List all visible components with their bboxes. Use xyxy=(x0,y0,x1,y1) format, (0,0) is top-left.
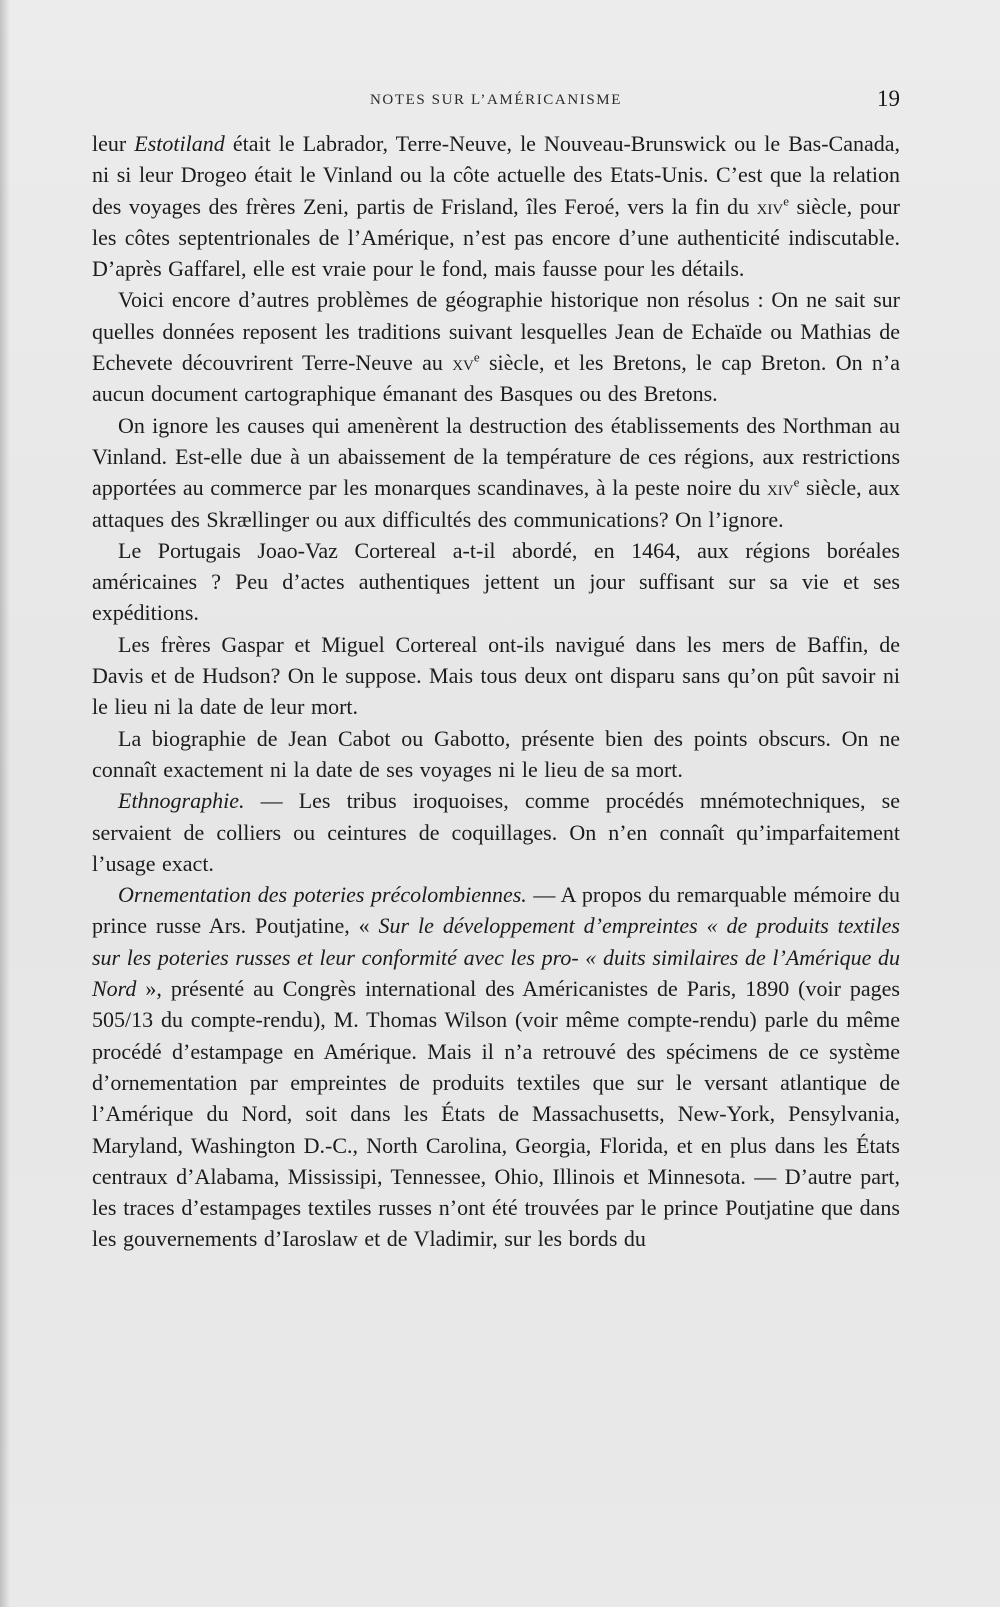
text-run: siècle, aux attaques des Skrællinger ou aux difficultés des communications? On l’ignore. xyxy=(92,475,900,532)
century-numeral: xiv xyxy=(766,475,794,501)
text-run: — A propos du remarquable mémoire du prince russe Ars. Poutjatine, « xyxy=(92,882,900,939)
text-run: La biographie de Jean Cabot ou Gabotto, présente bien des points obscurs. On ne connaît exactement ni la date de ses voyages ni le lieu de sa mort. xyxy=(92,725,900,782)
text-run: — Les tribus iroquoises, comme procédés mnémotechniques, se servaient de colliers ou ceintures de coquillages. On n’en connaît qu’imparfaitement l’usage exact. xyxy=(92,788,900,876)
paragraph xyxy=(92,629,900,723)
text-run: était le Labrador, Terre-Neuve, le Nouveau-Brunswick ou le Bas-Canada, ni si leur Drogeo était le Vinland ou la côte actuelle des Etats-Unis. C’est que la relation des voyages des frères Zeni, partis de Frisland, îles Feroé, vers la fin du xyxy=(92,131,901,219)
superscript: e xyxy=(793,474,800,490)
paragraph xyxy=(92,879,900,1255)
century-numeral: xiv xyxy=(756,193,784,219)
text-run: Voici encore d’autres problèmes de géographie historique non résolus : On ne sait sur quelles données reposent les traditions suivant lesquelles Jean de Echaïde ou Mathias de Echevete découvrirent Terre-Neuve au xyxy=(92,287,900,376)
superscript: e xyxy=(473,349,480,365)
italic-text: Ornementation des poteries précolombiennes. xyxy=(118,882,527,908)
text-run: siècle, pour les côtes septentrionales de l’Amérique, n’est pas encore d’une authenticité indiscutable. D’après Gaffarel, elle est vraie pour le fond, mais fausse pour les détails. xyxy=(92,193,901,282)
text-run: leur xyxy=(92,131,135,156)
paragraph xyxy=(92,284,900,409)
century-numeral: xv xyxy=(452,350,474,376)
paragraph xyxy=(92,410,900,535)
page-header xyxy=(92,88,900,118)
paragraph xyxy=(92,723,900,786)
text-run: On ignore les causes qui amenèrent la destruction des établissements des Northman au Vinland. Est-elle due à un abaissement de la température de ces régions, aux restrictions apportées au commerce par les monarques scandinaves, à la peste noire du xyxy=(92,412,900,501)
page-number: 19 xyxy=(877,86,900,111)
text-run: Le Portugais Joao-Vaz Cortereal a-t-il abordé, en 1464, aux régions boréales américaines ? Peu d’actes authentiques jettent un jour suffisant sur sa vie et ses expéditions. xyxy=(92,537,900,626)
italic-text: Estotiland xyxy=(134,131,225,156)
text-run: Les frères Gaspar et Miguel Cortereal ont-ils navigué dans les mers de Baffin, de Davis et de Hudson? On le suppose. Mais tous deux ont disparu sans qu’on pût savoir ni le lieu ni la date de leur mort. xyxy=(92,631,900,720)
text-run: siècle, et les Bretons, le cap Breton. On n’a aucun document cartographique émanant des Basques ou des Bretons. xyxy=(92,350,900,407)
italic-text: Sur le développement d’empreintes « de produits textiles sur les poteries russes et leur conformité avec les pro- « duits similaires de l’Amérique du Nord xyxy=(92,913,900,1002)
paragraph xyxy=(92,128,900,284)
running-title: NOTES SUR L’AMÉRICANISME xyxy=(369,92,623,108)
body-text xyxy=(92,128,900,1255)
paragraph xyxy=(92,785,900,879)
italic-text: Ethnographie. xyxy=(118,788,245,814)
paragraph xyxy=(92,535,900,629)
superscript: e xyxy=(783,193,790,209)
text-run: », présenté au Congrès international des Américanistes de Paris, 1890 (voir pages 505/13 du compte-rendu), M. Thomas Wilson (voir même compte-rendu) parle du même procédé d’estampage en Amérique. Mais il n’a retrouvé des spécimens de ce système d’ornementation par empreintes de produits textiles que sur le versant atlantique de l’Amérique du Nord, soit dans les États de Massachusetts, New-York, Pensylvania, Maryland, Washington D.-C., North Carolina, Georgia, Florida, et en plus dans les États centraux d’Alabama, Mississipi, Tennessee, Ohio, Illinois et Minnesota. — D’autre part, les traces d’estampages textiles russes n’ont été trouvées par le prince Poutjatine que dans les gouvernements d’Iaroslaw et de Vladimir, sur les bords du xyxy=(92,976,900,1252)
